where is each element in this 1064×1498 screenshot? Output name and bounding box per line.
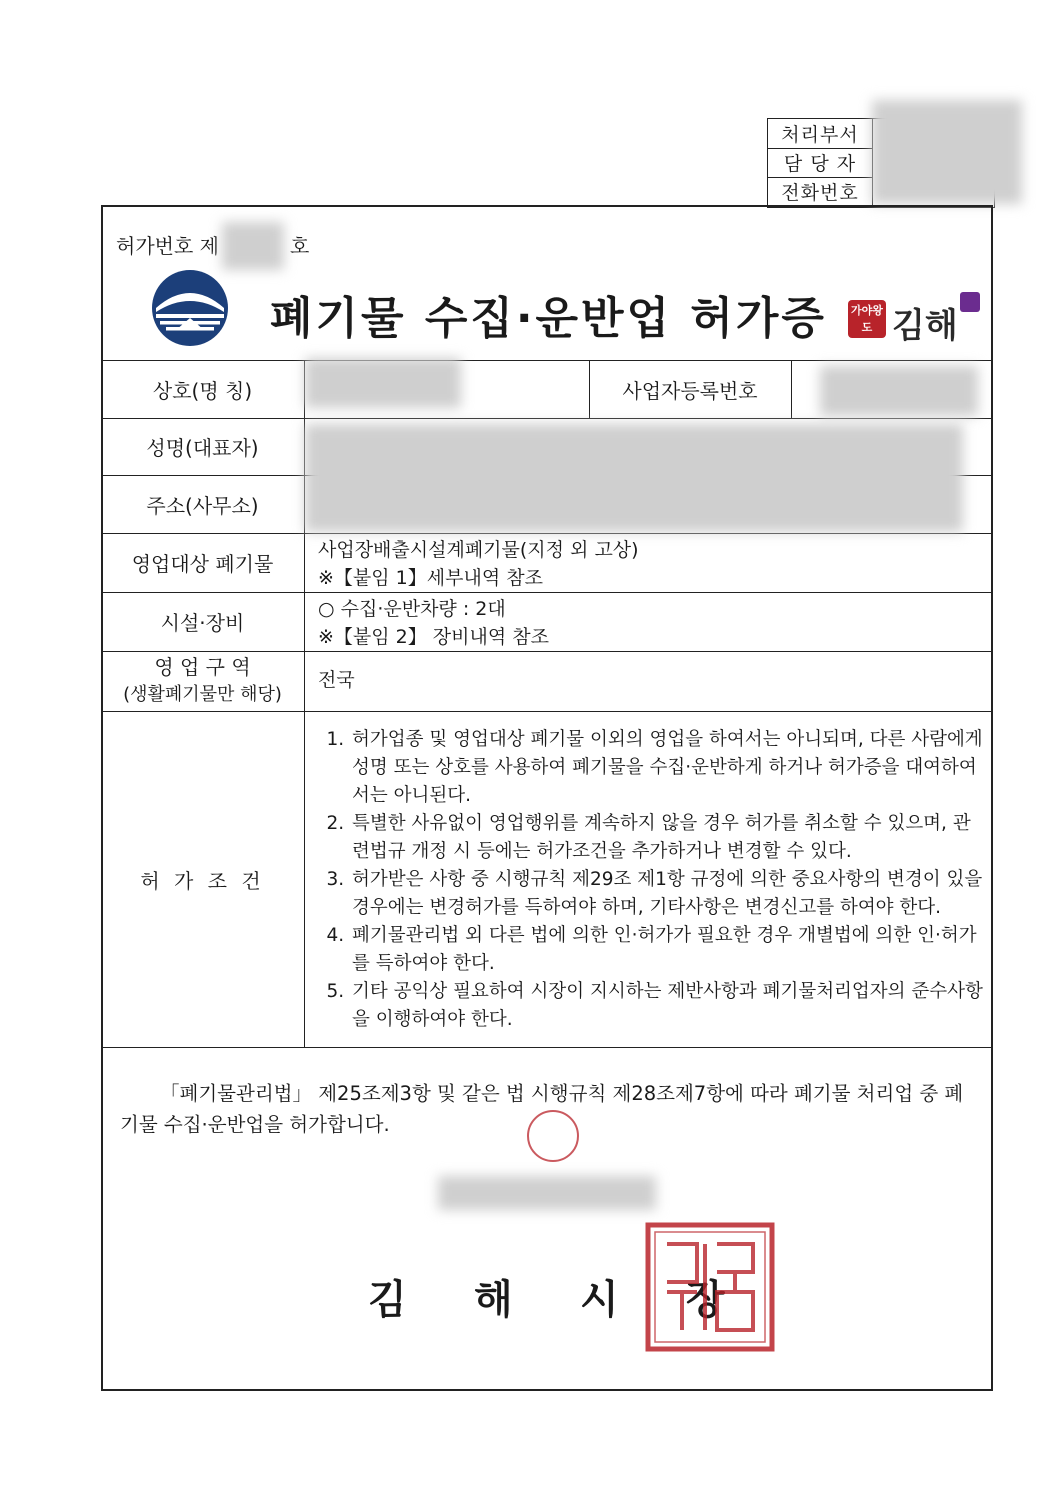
phone-label: 전화번호: [768, 177, 873, 206]
area-label: [101, 651, 304, 711]
area-value: 전국: [318, 669, 355, 691]
redacted-routing-values: [872, 100, 1022, 204]
permit-number-prefix: 허가번호 제: [116, 234, 219, 258]
waste-value-line2: ※【붙임 1】세부내역 참조: [318, 567, 543, 589]
equipment-value-line2: ※【붙임 2】 장비내역 참조: [318, 626, 549, 648]
department-label: 처리부서: [768, 119, 873, 149]
brand-stamp: 가야왕도: [848, 300, 886, 338]
table-divider: [791, 360, 792, 418]
small-seal-stamp: [527, 1110, 579, 1162]
representative-label: 성명(대표자): [146, 436, 259, 460]
redacted-business-name: [305, 358, 461, 408]
condition-item: 2. 특별한 사유없이 영업행위를 계속하지 않을 경우 허가를 취소할 수 있으며, 관련법규 개정 시 등에는 허가조건을 추가하거나 변경할 수 있다.: [350, 810, 986, 866]
equipment-label: 시설·장비: [160, 611, 245, 635]
business-name-label: 상호(명 칭): [152, 378, 253, 403]
area-label-line2: (생활폐기물만 해당): [123, 684, 282, 705]
table-line: [101, 1047, 993, 1048]
redacted-date: [438, 1176, 656, 1210]
address-label: 주소(사무소): [146, 493, 259, 518]
conditions-label: 허 가 조 건: [140, 868, 265, 893]
brand-city-text: 김해: [892, 306, 958, 346]
officer-label: 담 당 자: [768, 148, 873, 178]
redacted-permit-number: [222, 222, 284, 270]
mayor-char-4: 장: [686, 1277, 725, 1323]
gimhae-emblem-icon: [150, 268, 230, 348]
brand-mark-icon: [960, 292, 980, 312]
condition-item: 1. 허가업종 및 영업대상 폐기물 이외의 영업을 하여서는 아니되며, 다른 사람에게 성명 또는 상호를 사용하여 폐기물을 수집·운반하게 하거나 허가증을 대여하여서는 아니된다.: [350, 726, 986, 810]
condition-item: 3. 허가받은 사항 중 시행규칙 제29조 제1항 규정에 의한 중요사항의 변경이 있을 경우에는 변경허가를 득하여야 하며, 기타사항은 변경신고를 하여야 한다.: [350, 866, 986, 922]
equipment-value-line1: ○ 수집·운반차량 : 2대: [318, 598, 506, 620]
conditions-list: [322, 726, 986, 1034]
mayor-char-3: 시: [580, 1277, 619, 1323]
condition-item: 4. 폐기물관리법 외 다른 법에 의한 인·허가가 필요한 경우 개별법에 의한 인·허가를 득하여야 한다.: [350, 922, 986, 978]
gimhae-brand-logo: [848, 292, 982, 348]
mayor-char-1: 김: [368, 1277, 407, 1323]
page-title: 폐기물 수집·운반업 허가증: [270, 293, 827, 344]
business-reg-label: 사업자등록번호: [622, 378, 758, 403]
waste-value-line1: 사업장배출시설계폐기물(지정 외 고상): [318, 539, 639, 561]
permit-number-suffix: 호: [290, 234, 310, 258]
closing-statement: 「폐기물관리법」 제25조제3항 및 같은 법 시행규칙 제28조제7항에 따라 폐기물 처리업 중 폐기물 수집·운반업을 허가합니다.: [120, 1082, 964, 1136]
redacted-representative-address: [305, 424, 963, 532]
redacted-business-reg: [820, 366, 978, 416]
area-label-line1: 영 업 구 역: [154, 655, 251, 679]
mayor-char-2: 해: [474, 1277, 513, 1323]
condition-item: 5. 기타 공익상 필요하여 시장이 지시하는 제반사항과 폐기물처리업자의 준수사항을 이행하여야 한다.: [350, 978, 986, 1034]
official-seal: [645, 1222, 775, 1352]
waste-label: 영업대상 폐기물: [131, 552, 274, 576]
permit-number: [116, 230, 219, 259]
